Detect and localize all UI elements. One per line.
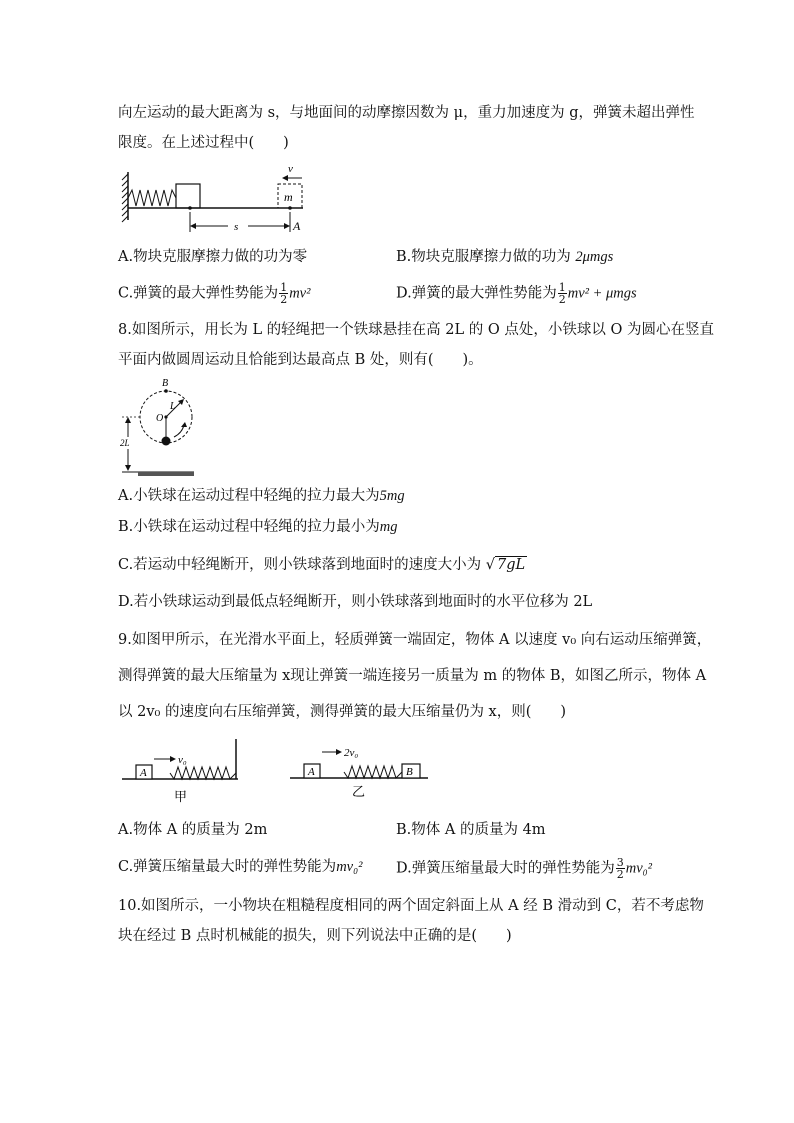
q9-line2: 测得弹簧的最大压缩量为 x现让弹簧一端连接另一质量为 m 的物体 B，如图乙所示，物体 A: [118, 668, 707, 684]
q8-option-d: D.若小铁球运动到最低点轻绳断开，则小铁球落到地面时的水平位移为 2L: [118, 594, 593, 610]
q8-option-c: C.若运动中轻绳断开，则小铁球落到地面时的速度大小为 √ 7gL: [118, 557, 526, 573]
q7-option-d: D.弹簧的最大弹性势能为 $\frac{1}{2}$ mv² + μmgs: [396, 281, 637, 306]
q10-line1: 10.如图所示，一小物块在粗糙程度相同的两个固定斜面上从 A 经 B 滑动到 C，若不考虑物: [118, 898, 704, 914]
q7-line1: 向左运动的最大距离为 s，与地面间的动摩擦因数为 μ，重力加速度为 g，弹簧未超出弹性: [118, 105, 695, 121]
q8-figure: [118, 375, 198, 480]
q9-yi-A: A: [308, 766, 315, 778]
q9-jia-label: 甲: [174, 789, 188, 804]
q9-figure-jia: [118, 735, 243, 807]
q7-line2: 限度。在上述过程中( ): [118, 135, 289, 151]
q9-option-c: C.弹簧压缩量最大时的弹性势能为mv₀²: [118, 859, 363, 875]
q9-jia-A: A: [140, 767, 147, 779]
q8-fig-O: O: [156, 413, 164, 424]
q7-option-c: C.弹簧的最大弹性势能为 $\frac{1}{2}$ mv²: [118, 281, 311, 306]
q7-fig-v: v: [288, 163, 293, 175]
q9-figure-yi: [288, 740, 433, 800]
q9-line1: 9.如图甲所示，在光滑水平面上，轻质弹簧一端固定，物体 A 以速度 v₀ 向右运动压缩弹簧，: [118, 632, 712, 648]
q8-option-a: A.小铁球在运动过程中轻绳的拉力最大为5mg: [118, 488, 405, 504]
q7-fig-A: A: [293, 219, 301, 233]
q8-fig-B: B: [162, 378, 169, 389]
q7-option-b: B.物块克服摩擦力做的功为 2μmgs: [396, 249, 614, 265]
q8-fig-L: L: [170, 401, 176, 412]
q9-option-b: B.物体 A 的质量为 4m: [396, 822, 546, 838]
q10-line2: 块在经过 B 点时机械能的损失，则下列说法中正确的是( ): [118, 928, 512, 944]
q9-yi-label: 乙: [352, 784, 366, 799]
q8-line2: 平面内做圆周运动且恰能到达最高点 B 处，则有( )。: [118, 352, 483, 368]
q9-jia-v0: v₀: [178, 754, 187, 766]
q9-option-d: D.弹簧压缩量最大时的弹性势能为 $\frac{3}{2}$ mv₀²: [396, 856, 653, 881]
q7-figure: [118, 160, 318, 240]
q8-line1: 8.如图所示，用长为 L 的轻绳把一个铁球悬挂在高 2L 的 O 点处，小铁球以 O 为圆心在竖直: [118, 322, 714, 338]
q8-fig-2L: 2L: [120, 438, 130, 448]
q7-fig-s: s: [234, 221, 239, 233]
q9-yi-v2: 2v₀: [344, 747, 359, 759]
q7-option-a: A.物块克服摩擦力做的功为零: [118, 249, 308, 265]
q8-option-b: B.小铁球在运动过程中轻绳的拉力最小为mg: [118, 519, 398, 535]
q7-fig-m: m: [284, 190, 293, 204]
q9-option-a: A.物体 A 的质量为 2m: [118, 822, 268, 838]
q9-line3: 以 2v₀ 的速度向右压缩弹簧，测得弹簧的最大压缩量仍为 x，则( ): [118, 704, 567, 720]
q9-yi-B: B: [406, 766, 413, 778]
